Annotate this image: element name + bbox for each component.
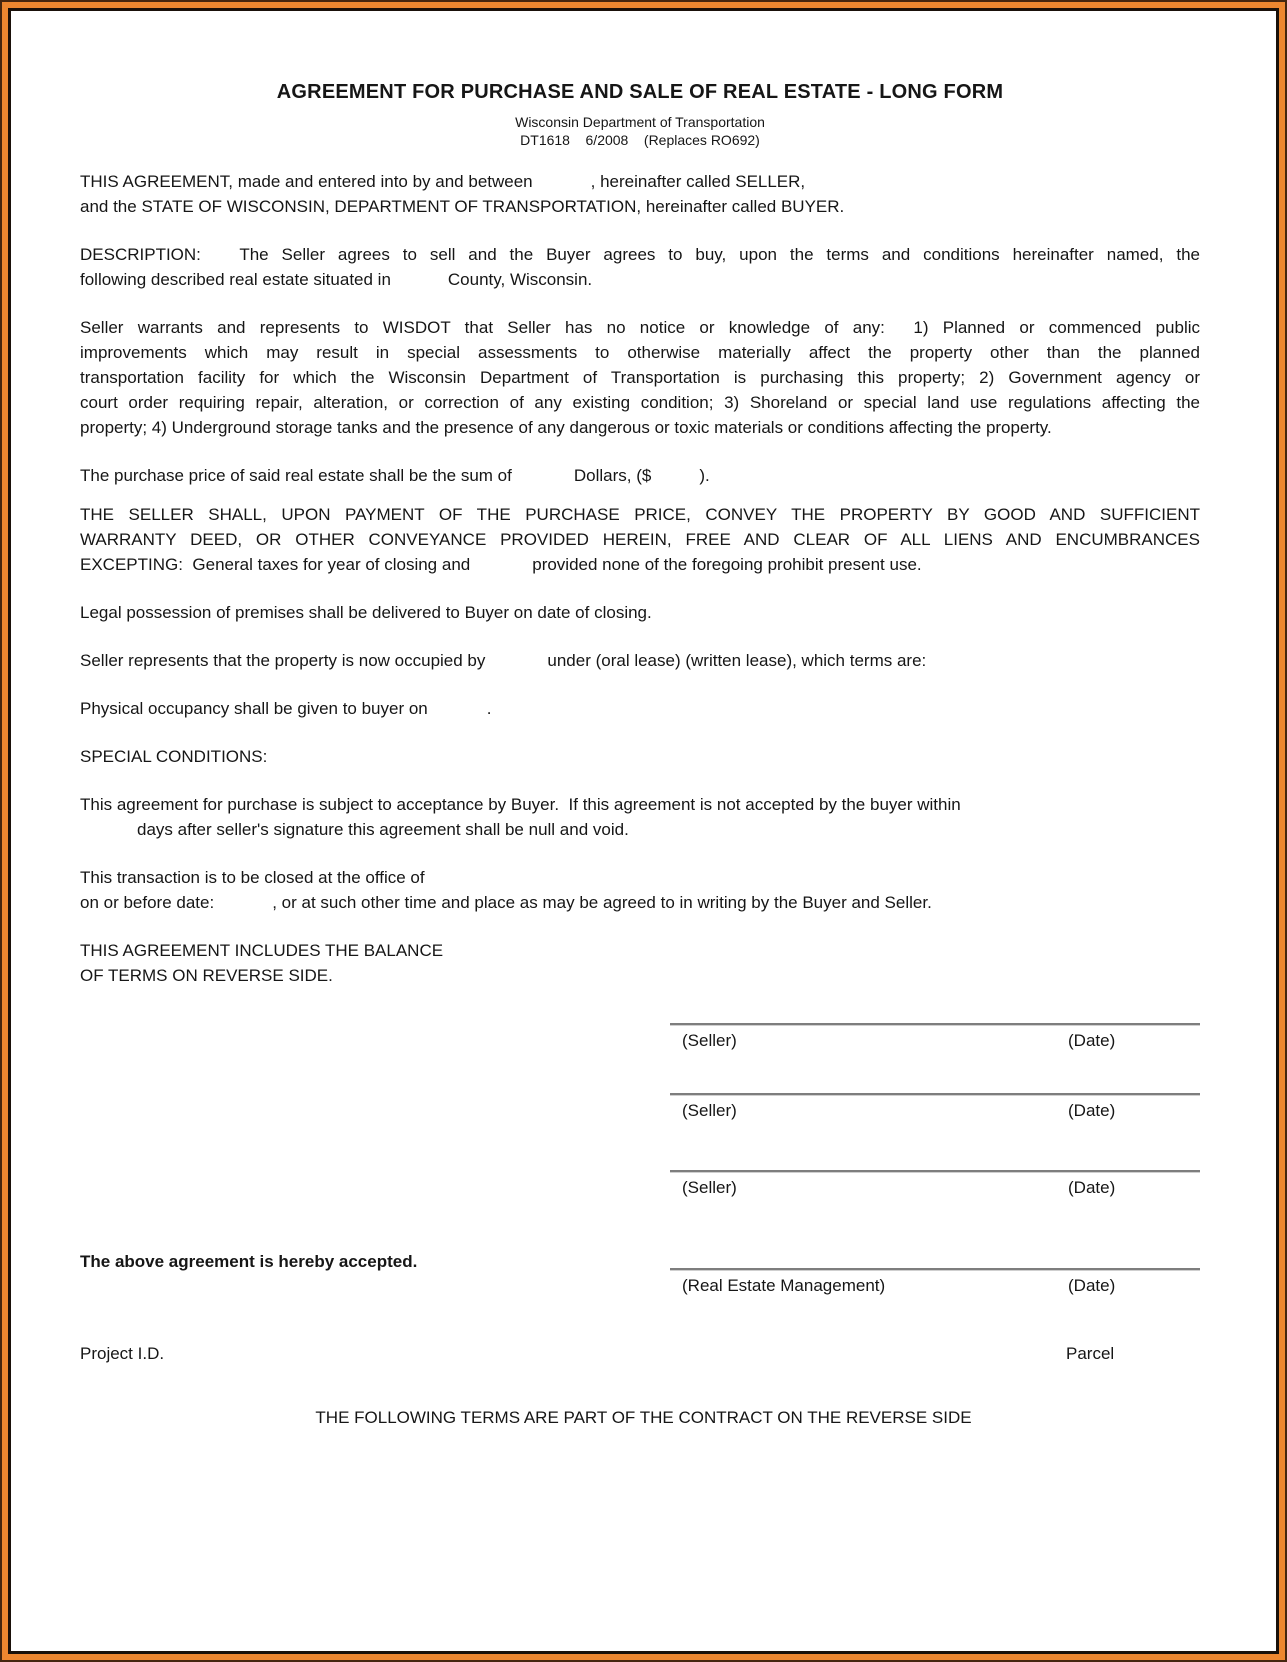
occupant-blank xyxy=(485,664,547,666)
special-conditions-heading xyxy=(80,744,1200,769)
warrants-paragraph xyxy=(80,315,1200,440)
seller-signature-line-3 xyxy=(670,1170,1200,1172)
intro-line1-pre: THIS AGREEMENT, made and entered into by and between xyxy=(80,172,533,191)
seller-signature-row-3 xyxy=(670,1170,1200,1198)
price-pre: The purchase price of said real estate shall be the sum of xyxy=(80,466,512,485)
parcel-label: Parcel xyxy=(1066,1344,1115,1363)
reverse-side-notice xyxy=(80,938,1200,988)
management-signature-row xyxy=(670,1268,1200,1296)
special-conditions-text: SPECIAL CONDITIONS: xyxy=(80,747,268,766)
date-label: (Date) xyxy=(1068,1276,1116,1295)
price-post: ). xyxy=(699,466,710,485)
reverse-side-line1: THIS AGREEMENT INCLUDES THE BALANCE xyxy=(80,941,444,960)
reverse-side-line2: OF TERMS ON REVERSE SIDE. xyxy=(80,966,333,985)
county-blank xyxy=(391,283,448,285)
occupancy-paragraph xyxy=(80,648,1200,673)
seller-label: (Seller) xyxy=(682,1101,737,1120)
days-blank xyxy=(80,833,137,835)
seller-signature-line-2 xyxy=(670,1093,1200,1095)
seller-signature-line-1 xyxy=(670,1023,1200,1025)
department-subtitle: Wisconsin Department of Transportation xyxy=(515,114,765,130)
description-line2-pre: following described real estate situated in xyxy=(80,270,391,289)
intro-line2: and the STATE OF WISCONSIN, DEPARTMENT OF TRANSPORTATION, hereinafter called BUYER. xyxy=(80,197,845,216)
acceptance-line2: days after seller's signature this agreement shall be null and void. xyxy=(137,820,629,839)
physical-occupancy-paragraph xyxy=(80,696,1200,721)
excepting-post: provided none of the foregoing prohibit present use. xyxy=(532,555,922,574)
description-line1: DESCRIPTION: The Seller agrees to sell and the Buyer agrees to buy, upon the terms and conditions hereinafter named, the xyxy=(80,245,1200,264)
seller-label: (Seller) xyxy=(682,1178,737,1197)
management-signature-line xyxy=(670,1268,1200,1270)
warrants-line2: improvements which may result in special assessments to otherwise materially affect the property other than the planned xyxy=(80,343,1200,362)
date-label: (Date) xyxy=(1068,1031,1116,1050)
closing-paragraph xyxy=(80,865,1200,915)
acceptance-statement: The above agreement is hereby accepted. xyxy=(80,1252,418,1271)
closing-date-blank xyxy=(214,906,272,908)
possession-paragraph xyxy=(80,600,1200,625)
price-words-blank xyxy=(512,479,574,481)
description-line2-post: County, Wisconsin. xyxy=(447,270,593,289)
seller-signature-row-2 xyxy=(670,1093,1200,1121)
acceptance-paragraph xyxy=(80,792,1200,842)
document-title: AGREEMENT FOR PURCHASE AND SALE OF REAL ESTATE - LONG FORM xyxy=(276,81,1004,103)
date-label: (Date) xyxy=(1068,1178,1116,1197)
date-label: (Date) xyxy=(1068,1101,1116,1120)
document-content xyxy=(11,11,1276,988)
reverse-terms-note: THE FOLLOWING TERMS ARE PART OF THE CONTRACT ON THE REVERSE SIDE xyxy=(315,1408,972,1427)
warrants-line5: property; 4) Underground storage tanks and the presence of any dangerous or toxic materials or conditions affecting the property. xyxy=(80,418,1052,437)
acceptance-line1: This agreement for purchase is subject to acceptance by Buyer. If this agreement is not accepted by the buyer within xyxy=(80,795,961,814)
project-id-label: Project I.D. xyxy=(80,1344,165,1363)
intro-line1-post: , hereinafter called SELLER, xyxy=(590,172,806,191)
closing-line1: This transaction is to be closed at the office of xyxy=(80,868,425,887)
physical-post: . xyxy=(486,699,492,718)
seller-label: (Seller) xyxy=(682,1031,737,1050)
occupied-pre: Seller represents that the property is now occupied by xyxy=(80,651,486,670)
closing-line2-post: , or at such other time and place as may be agreed to in writing by the Buyer and Seller. xyxy=(272,893,932,912)
occupied-post: under (oral lease) (written lease), which terms are: xyxy=(547,651,927,670)
intro-paragraph xyxy=(80,169,1200,219)
document-border-inner xyxy=(8,8,1279,1654)
possession-text: Legal possession of premises shall be delivered to Buyer on date of closing. xyxy=(80,603,652,622)
form-number-line: DT1618 6/2008 (Replaces RO692) xyxy=(520,132,760,148)
seller-name-blank xyxy=(533,185,591,187)
description-paragraph xyxy=(80,242,1200,292)
excepting-pre: EXCEPTING: General taxes for year of closing and xyxy=(80,555,471,574)
closing-line2-pre: on or before date: xyxy=(80,893,215,912)
occupancy-date-blank xyxy=(428,712,487,714)
price-paragraph xyxy=(80,463,1200,488)
conveyance-paragraph xyxy=(80,502,1200,577)
price-mid: Dollars, ($ xyxy=(573,466,652,485)
warrants-line1: Seller warrants and represents to WISDOT that Seller has no notice or knowledge of any: 1) Planned or commenced public xyxy=(80,318,1200,337)
physical-pre: Physical occupancy shall be given to buyer on xyxy=(80,699,428,718)
taxes-blank xyxy=(470,568,532,570)
warrants-line3: transportation facility for which the Wisconsin Department of Transportation is purchasing this property; 2) Government agency or xyxy=(80,368,1200,387)
real-estate-management-label: (Real Estate Management) xyxy=(682,1276,886,1295)
seller-signature-row-1 xyxy=(670,1023,1200,1051)
warrants-line4: court order requiring repair, alteration, or correction of any existing condition; 3) Shoreland or special land use regulations affecting the xyxy=(80,393,1200,412)
conveyance-line2: WARRANTY DEED, OR OTHER CONVEYANCE PROVIDED HEREIN, FREE AND CLEAR OF ALL LIENS AND ENCUMBRANCES xyxy=(80,530,1200,549)
conveyance-line1: THE SELLER SHALL, UPON PAYMENT OF THE PURCHASE PRICE, CONVEY THE PROPERTY BY GOOD AND SUFFICIENT xyxy=(80,505,1200,524)
price-number-blank xyxy=(651,479,699,481)
